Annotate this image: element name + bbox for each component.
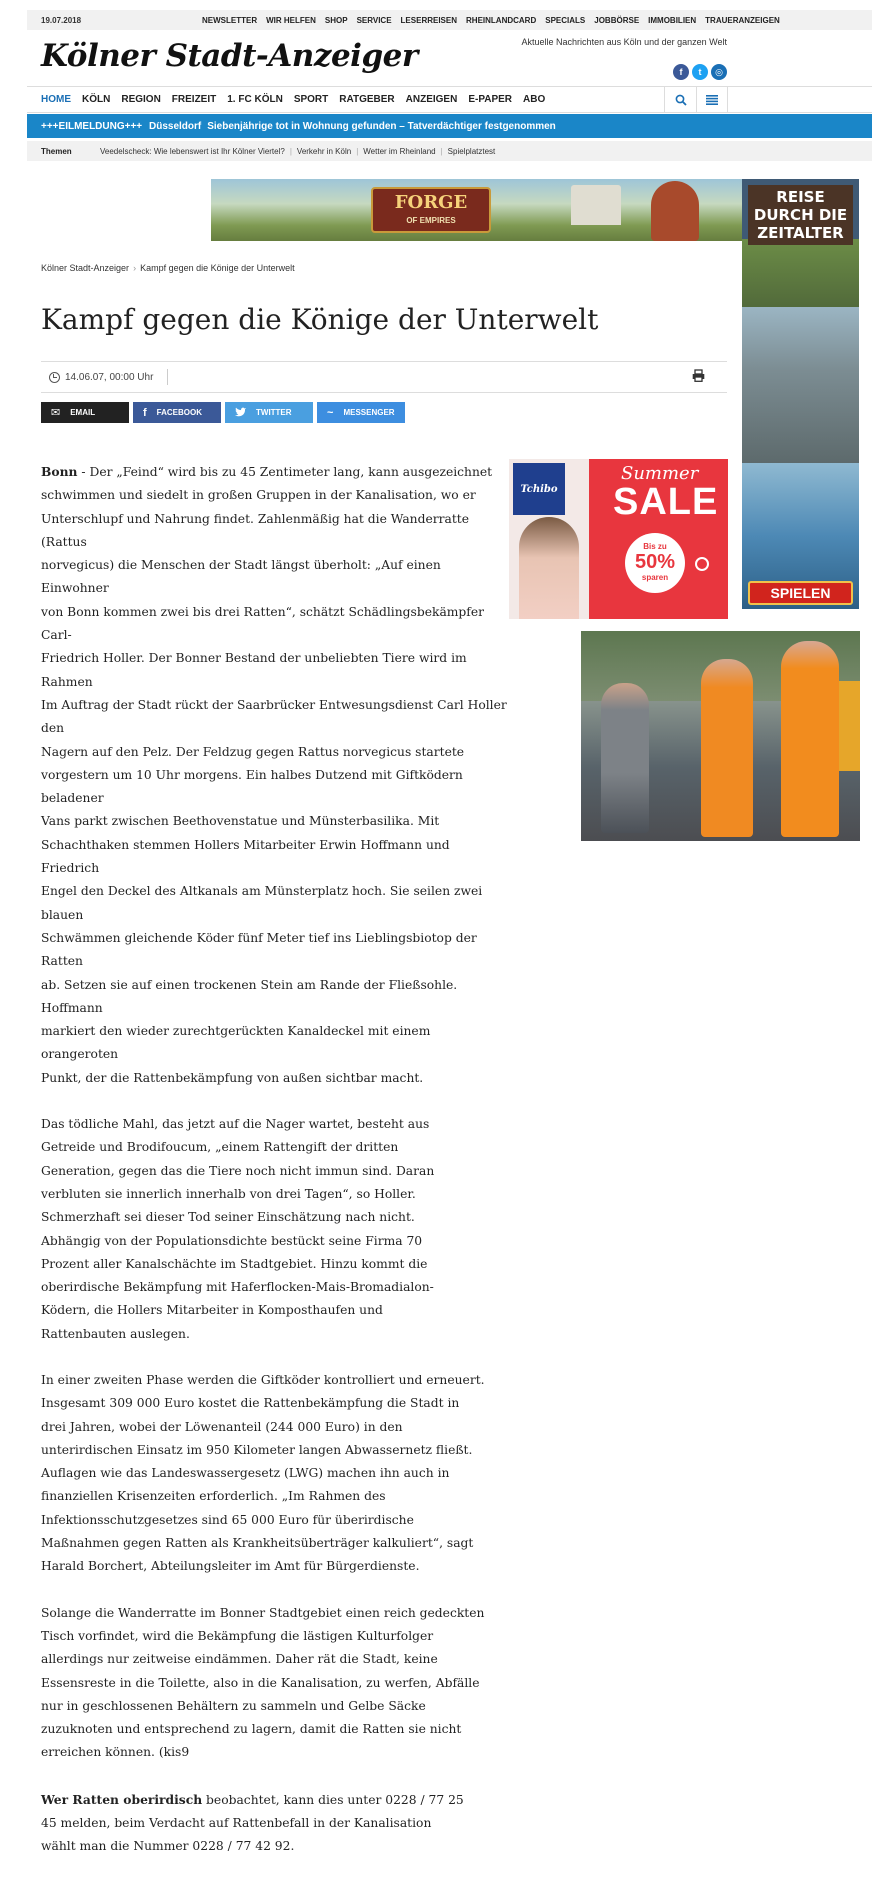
ad-banner-top[interactable] (211, 179, 742, 241)
themen-separator: | (356, 146, 359, 156)
print-icon[interactable] (692, 370, 705, 385)
nav-item-region[interactable]: REGION (121, 94, 161, 105)
ad-discount-suffix: sparen (641, 573, 669, 582)
menu-button[interactable] (696, 87, 728, 112)
ad-forge-title: FORGE (394, 192, 468, 213)
ad-summer-text: Summer (621, 463, 699, 484)
utility-link-rheinlandcard[interactable]: RHEINLANDCARD (466, 15, 537, 25)
nav-item-ratgeber[interactable]: RATGEBER (339, 94, 395, 105)
nav-items (27, 94, 545, 105)
social-links (673, 64, 727, 80)
article-body (41, 460, 507, 1882)
meta-divider (167, 369, 168, 385)
article-contact-text: beobachtet, kann dies unter 0228 / 77 25 45 melden, beim Verdacht auf Rattenbefall in der Kanalisation wählt man die Nummer 0228 / 77 42 92. (41, 1792, 464, 1854)
article-text-line: - Der „Feind“ wird bis zu 45 Zentimeter lang, kann ausgezeichnet (77, 465, 493, 479)
article-text-line: Nagern auf den Pelz. Der Feldzug gegen Rattus norvegicus startete (41, 744, 465, 759)
article-text-line: ab. Setzen sie auf einen trockenen Stein am Rande der Fließsohle. Hoffmann (41, 977, 458, 1015)
themen-separator: | (289, 146, 292, 156)
breaking-news-bar[interactable] (27, 114, 872, 138)
utility-link-service[interactable]: SERVICE (356, 15, 392, 25)
utility-link-immobilien[interactable]: IMMOBILIEN (648, 15, 697, 25)
utility-link-jobboerse[interactable]: JOBBÖRSE (594, 15, 640, 25)
nav-tools (664, 87, 728, 112)
nav-item-anzeigen[interactable]: ANZEIGEN (405, 94, 458, 105)
clock-icon (49, 372, 60, 383)
article-paragraph-2 (41, 694, 511, 1090)
ad-sale-text: SALE (613, 481, 719, 523)
utility-link-specials[interactable]: SPECIALS (545, 15, 586, 25)
nav-item-e-paper[interactable]: E-PAPER (468, 94, 513, 105)
utility-link-wir-helfen[interactable]: WIR HELFEN (266, 15, 316, 25)
share-twitter-button[interactable] (225, 402, 313, 423)
share-buttons (41, 402, 405, 423)
article-lead-city: Bonn (41, 464, 78, 479)
article-text-line: Unterschlupf und Nahrung findet. Zahlenmäßig hat die Wanderratte (Rattus (41, 511, 469, 549)
article-text-line: Friedrich Holler. Der Bonner Bestand der unbeliebten Tiere wird im Rahmen (41, 651, 467, 689)
themen-label: Themen (41, 146, 72, 156)
share-facebook-button[interactable] (133, 402, 221, 423)
article-text-line: Schachthaken stemmen Hollers Mitarbeiter Erwin Hoffmann und Friedrich (41, 837, 450, 876)
nav-item-fc-koeln[interactable]: 1. FC KÖLN (227, 94, 283, 105)
share-twitter-label: TWITTER (256, 408, 292, 417)
share-facebook-label: FACEBOOK (156, 408, 203, 417)
themen-bar (27, 141, 872, 161)
article-text-line: schwimmen und siedelt in großen Gruppen in der Kanalisation, wo er (41, 488, 476, 503)
photo-worker (701, 659, 753, 837)
article-text-line: Schwämmen gleichende Köder fünf Meter tief ins Lieblingsbiotop der Ratten (41, 930, 477, 969)
ad-side-panel (742, 239, 859, 309)
facebook-icon: f (143, 406, 147, 419)
ad-forge-logo (371, 187, 491, 233)
article-paragraph-4: In einer zweiten Phase werden die Giftköder kontrolliert und erneuert. Insgesamt 309 000 Euro kostet die Rattenbekämpfung die Stadt in drei Jahren, wobei der Löwenanteil (244 000 Euro) in den unterirdischen Einsatz im 950 Kilometer langen Abwassernetz fließt. Auflagen wie das Landeswassergesetz (LWG) machen ihn auch in finanziellen Krisenzeiten erforderlich. „Im Rahmen des Infektionsschutzgesetzes sind 65 000 Euro für überirdische Maßnahmen gegen Ratten als Krankheitsüberträger kalkuliert“, sagt Harald Borchert, Abteilungsleiter im Amt für Bürgerdienste. (41, 1372, 485, 1574)
share-email-label: EMAIL (70, 408, 96, 417)
ad-side-title: REISE DURCH DIE ZEITALTER (748, 185, 853, 245)
article-paragraph-5: Solange die Wanderratte im Bonner Stadtgebiet einen reich gedeckten Tisch vorfindet, wird die Bekämpfung die lästigen Kulturfolger allerdings nur zeitweise eindämmen. Daher rät die Stadt, keine Essensreste in die Toilette, also in die Kanalisation, zu werfen, Abfälle nur in geschlossenen Behältern zu sammeln und Gelbe Säcke zuzuknoten und entsprechend zu lagern, damit die Ratten sie nicht erreichen können. (kis9 (41, 1605, 485, 1760)
utility-link-leserreisen[interactable]: LESERREISEN (400, 15, 458, 25)
ad-discount-value: 50% (634, 551, 676, 573)
ad-castle-illustration (571, 185, 621, 225)
utility-link-shop[interactable]: SHOP (324, 15, 348, 25)
ad-model-image (519, 517, 579, 619)
chevron-right-icon: › (133, 263, 137, 273)
article-paragraph-6 (41, 1788, 466, 1859)
sun-icon (695, 557, 709, 571)
share-messenger-label: MESSENGER (343, 408, 395, 417)
masthead (27, 30, 872, 86)
themen-item-veedelscheck[interactable]: Veedelscheck: Wie lebenswert ist Ihr Kölner Viertel? (100, 146, 285, 156)
article-date: 14.06.07, 00:00 Uhr (65, 371, 154, 383)
ad-character-illustration (651, 181, 699, 241)
mail-icon: ✉ (51, 407, 61, 419)
article-bold-lead: Wer Ratten oberirdisch (41, 1791, 203, 1807)
article-photo[interactable] (581, 631, 860, 841)
article-paragraph-1 (41, 460, 496, 694)
ad-forge-subtitle: OF EMPIRES (406, 216, 456, 225)
breadcrumb (41, 263, 295, 273)
share-messenger-button[interactable] (317, 402, 405, 423)
nav-item-sport[interactable]: SPORT (293, 94, 329, 105)
ad-discount-prefix: Bis zu (643, 542, 667, 551)
breaking-label: +++EILMELDUNG+++ (41, 120, 143, 132)
search-button[interactable] (664, 87, 696, 112)
page-title: Kampf gegen die Könige der Unterwelt (41, 303, 599, 336)
messenger-icon: ~ (327, 406, 334, 419)
article-text-line: norvegicus) die Menschen der Stadt längst überholt: „Auf einen Einwohner (41, 558, 441, 596)
nav-item-koeln[interactable]: KÖLN (82, 94, 111, 105)
nav-item-abo[interactable]: ABO (523, 94, 546, 105)
breadcrumb-current: Kampf gegen die Könige der Unterwelt (140, 263, 295, 273)
article-text-line: Im Auftrag der Stadt rückt der Saarbrücker Entwesungsdienst Carl Holler den (41, 697, 507, 736)
photo-person (601, 683, 649, 833)
ad-side-panel (742, 307, 859, 463)
breadcrumb-home[interactable]: Kölner Stadt-Anzeiger (41, 263, 130, 273)
ad-banner-side[interactable] (742, 179, 859, 609)
nav-item-freizeit[interactable]: FREIZEIT (171, 94, 217, 105)
utility-links (202, 16, 780, 25)
ad-play-button[interactable]: SPIELEN (748, 581, 853, 605)
share-email-button[interactable] (41, 402, 129, 423)
article-text-line: vorgestern um 10 Uhr morgens. Ein halbes Dutzend mit Giftködern beladener (41, 767, 463, 806)
article-text-line: markiert den wieder zurechtgerückten Kanaldeckel mit einem orangeroten (41, 1024, 431, 1062)
ad-discount-badge (625, 533, 685, 593)
ad-tchibo-sale[interactable] (509, 459, 728, 619)
search-icon (675, 94, 687, 106)
article-text-line: von Bonn kommen zwei bis drei Ratten“, schätzt Schädlingsbekämpfer Carl- (41, 604, 485, 643)
utility-bar (27, 10, 872, 30)
themen-item-verkehr[interactable]: Verkehr in Köln (296, 146, 352, 156)
themen-item-spielplatztest[interactable]: Spielplatztest (447, 146, 496, 156)
utility-link-newsletter[interactable]: NEWSLETTER (202, 15, 258, 25)
tchibo-logo: Tchibo (513, 463, 565, 515)
facebook-icon[interactable]: f (673, 64, 689, 80)
site-logo[interactable]: Kölner Stadt-Anzeiger (41, 38, 418, 74)
main-nav (27, 86, 872, 113)
article-text-line: Punkt, der die Rattenbekämpfung von außen sichtbar macht. (41, 1070, 424, 1085)
twitter-icon (235, 407, 246, 419)
breaking-city: Düsseldorf (149, 120, 202, 132)
current-date: 19.07.2018 (41, 15, 82, 25)
instagram-icon[interactable]: ◎ (711, 64, 727, 80)
nav-item-home[interactable]: HOME (41, 94, 71, 105)
article-text-line: Engel den Deckel des Altkanals am Münsterplatz hoch. Sie seilen zwei blauen (41, 884, 483, 922)
themen-item-wetter[interactable]: Wetter im Rheinland (363, 146, 436, 156)
photo-worker (781, 641, 839, 837)
article-text-line: Vans parkt zwischen Beethovenstatue und Münsterbasilika. Mit (41, 814, 440, 829)
twitter-icon[interactable]: t (692, 64, 708, 80)
themen-separator: | (440, 146, 443, 156)
menu-icon (706, 95, 718, 105)
site-tagline: Aktuelle Nachrichten aus Köln und der ganzen Welt (521, 37, 727, 47)
article-meta-bar (41, 361, 727, 393)
article-paragraph-3: Das tödliche Mahl, das jetzt auf die Nager wartet, besteht aus Getreide und Brodifoucum, „einem Rattengift der dritten Generation, gegen das die Tiere noch nicht immun sind. Daran verbluten sie innerlich innerhalb von drei Tagen“, so Holler. Schmerzhaft sei dieser Tod seiner Einschätzung nach nicht. Abhängig von der Populationsdichte bestückt seine Firma 70 Prozent aller Kanalschächte im Stadtgebiet. Hinzu kommt die oberirdische Bekämpfung mit Haferflocken-Mais-Bromadialon-Ködern, die Hollers Mitarbeiter in Komposthaufen und Rattenbauten auslegen. (41, 1117, 435, 1341)
breaking-headline[interactable]: Siebenjährige tot in Wohnung gefunden – Tatverdächtiger festgenommen (207, 120, 556, 132)
utility-link-traueranzeigen[interactable]: TRAUERANZEIGEN (705, 15, 780, 25)
